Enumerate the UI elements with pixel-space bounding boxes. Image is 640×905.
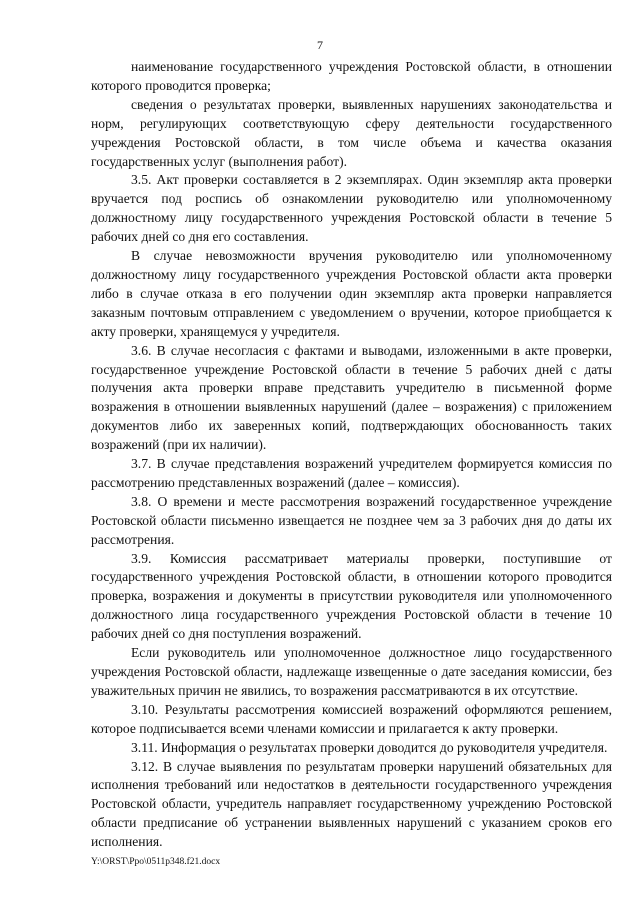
paragraph-3-9: 3.9. Комиссия рассматривает материалы проверки, поступившие от государственного учреждения Ростовской области, в отношении которого проводится проверка, возражения и документы в присутствии руководителя или уполномоченного должностного лица государственного учреждения Ростовской области в течение 10 рабочих дней со дня поступления возражений. xyxy=(91,550,612,642)
paragraph-3-12: 3.12. В случае выявления по результатам проверки нарушений обязательных для исполнения требований или недостатков в деятельности государственного учреждения Ростовской области, учредитель направляет государственному учреждению Ростовской области предписание об устранении выявленных нарушений с указанием сроков его исполнения. xyxy=(91,758,612,850)
page-number: 7 xyxy=(317,38,323,52)
paragraph-3-6: 3.6. В случае несогласия с фактами и выводами, изложенными в акте проверки, государственное учреждение Ростовской области в течение 5 рабочих дней с даты получения акта проверки вправе представить учредителю в письменной форме возражения в отношении выявленных нарушений (далее – возражения) с приложением документов либо их заверенных копий, подтверждающих обоснованность таких возражений (при их наличии). xyxy=(91,342,612,453)
paragraph-3-11: 3.11. Информация о результатах проверки доводится до руководителя учредителя. xyxy=(131,739,608,755)
paragraph-3-5: 3.5. Акт проверки составляется в 2 экземплярах. Один экземпляр акта проверки вручается под роспись об ознакомлении руководителю или уполномоченному должностному лицу государственного учреждения Ростовской области в течение 5 рабочих дней со дня его составления. xyxy=(91,172,612,245)
paragraph-3-8: 3.8. О времени и месте рассмотрения возражений государственное учреждение Ростовской области письменно извещается не позднее чем за 3 рабочих дня до даты их рассмотрения. xyxy=(91,493,612,547)
document-body xyxy=(91,58,612,852)
paragraph-3-10: 3.10. Результаты рассмотрения комиссией возражений оформляются решением, которое подписывается всеми членами комиссии и прилагается к акту проверки. xyxy=(91,701,612,736)
paragraph: Если руководитель или уполномоченное должностное лицо государственного учреждения Ростовской области, надлежаще извещенные о дате заседания комиссии, без уважительных причин не явились, то возражения рассматриваются в их отсутствие. xyxy=(91,645,612,698)
paragraph: сведения о результатах проверки, выявленных нарушениях законодательства и норм, регулирующих соответствующую сферу деятельности государственного учреждения Ростовской области, в том числе объема и качества оказания государственных услуг (выполнения работ). xyxy=(91,96,612,169)
paragraph: наименование государственного учреждения Ростовской области, в отношении которого проводится проверка; xyxy=(91,59,612,93)
paragraph: В случае невозможности вручения руководителю или уполномоченному должностному лицу государственного учреждения Ростовской области акта проверки либо в случае отказа в его получении один экземпляр акта проверки направляется заказным почтовым отправлением с уведомлением о вручении, которое приобщается к акту проверки, хранящемуся у учредителя. xyxy=(91,248,612,339)
footer-file-path: Y:\ORST\Ppo\0511p348.f21.docx xyxy=(91,857,221,867)
paragraph-3-7: 3.7. В случае представления возражений учредителем формируется комиссия по рассмотрению представленных возражений (далее – комиссия). xyxy=(91,456,612,490)
